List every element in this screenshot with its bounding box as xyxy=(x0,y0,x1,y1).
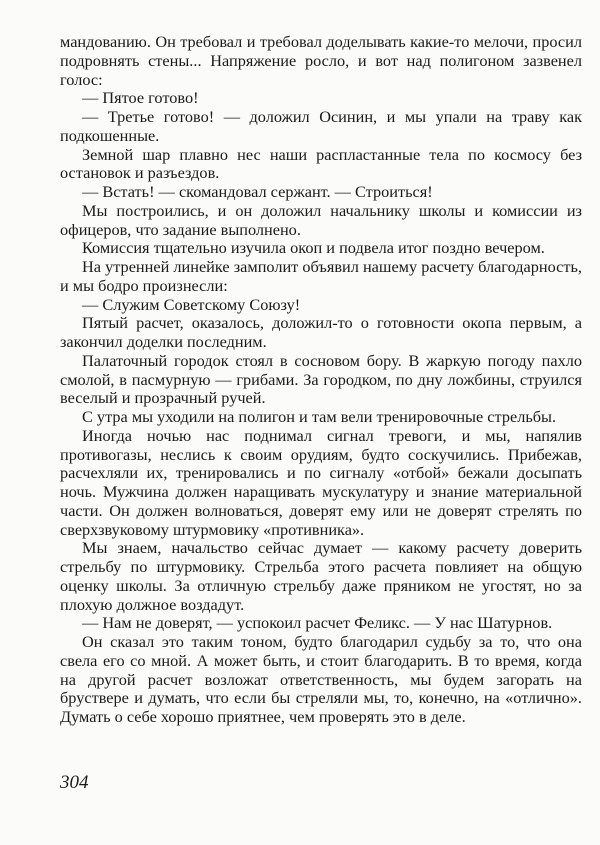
paragraph: — Пятое готово! xyxy=(82,88,199,108)
page-number: 304 xyxy=(60,772,89,793)
paragraph: — Нам не доверят, — успокоил расчет Феликс. — У нас Шатурнов. xyxy=(82,613,553,633)
paragraph: Пятый расчет, оказалось, доложил-то о готовности окопа первым, а закончил доделки последним. xyxy=(60,313,582,351)
paragraph: Иногда ночью нас поднимал сигнал тревоги, и мы, напялив противогазы, неслись к своим орудиям, будто соскучились. Прибежав, расчехляли их, тренировались и по сигналу «отбой» бежали досыпать ночь. Мужчина должен наращивать мускулатуру и знание материальной части. Он должен волноваться, доверят ему или не доверят стрелять по сверхзвуковому штурмовику «противника». xyxy=(60,425,582,539)
paragraph: Мы построились, и он доложил начальнику школы и комиссии из офицеров, что задание выполнено. xyxy=(60,200,582,239)
paragraph: Он сказал это таким тоном, будто благодарил судьбу за то, что она свела его со мной. А может быть, и стоит благодарить. В то время, когда на другой расчет возложат ответственность, мы будем загорать на бруствере и думать, что если бы стреляли мы, то, конечно, на «отлично». Думать о себе хорошо приятнее, чем проверять это в деле. xyxy=(60,632,582,726)
paragraph: Мы знаем, начальство сейчас думает — какому расчету доверить стрельбу по штурмовику. Стрельба этого расчета повлияет на общую оценку школы. За отличную стрельбу даже пряником не угостят, но за плохую должное воздадут. xyxy=(60,538,582,614)
paragraph: С утра мы уходили на полигон и там вели тренировочные стрельбы. xyxy=(82,407,557,426)
paragraph: мандованию. Он требовал и требовал доделывать какие-то мелочи, просил подровнять стены... Напряжение росло, и вот над полигоном зазвенел голос: xyxy=(60,32,582,89)
paragraph: — Встать! — скомандовал сержант. — Строиться! xyxy=(82,182,433,201)
paragraph: Комиссия тщательно изучила окоп и подвела итог поздно вечером. xyxy=(82,238,545,258)
paragraph: Палаточный городок стоял в сосновом бору. В жаркую погоду пахло смолой, в пасмурную — грибами. За городком, по дну ложбины, струился веселый и прозрачный ручей. xyxy=(60,350,582,408)
paragraph: — Третье готово! — доложил Осинин, и мы упали на траву как подкошенные. xyxy=(60,107,582,145)
paragraph: На утренней линейке замполит объявил нашему расчету благодарность, и мы бодро произнесли: xyxy=(60,257,582,295)
paragraph: Земной шар плавно нес наши распластанные тела по космосу без остановок и разъездов. xyxy=(60,144,582,183)
body-text xyxy=(60,33,582,727)
paragraph: — Служим Советскому Союзу! xyxy=(82,294,301,314)
